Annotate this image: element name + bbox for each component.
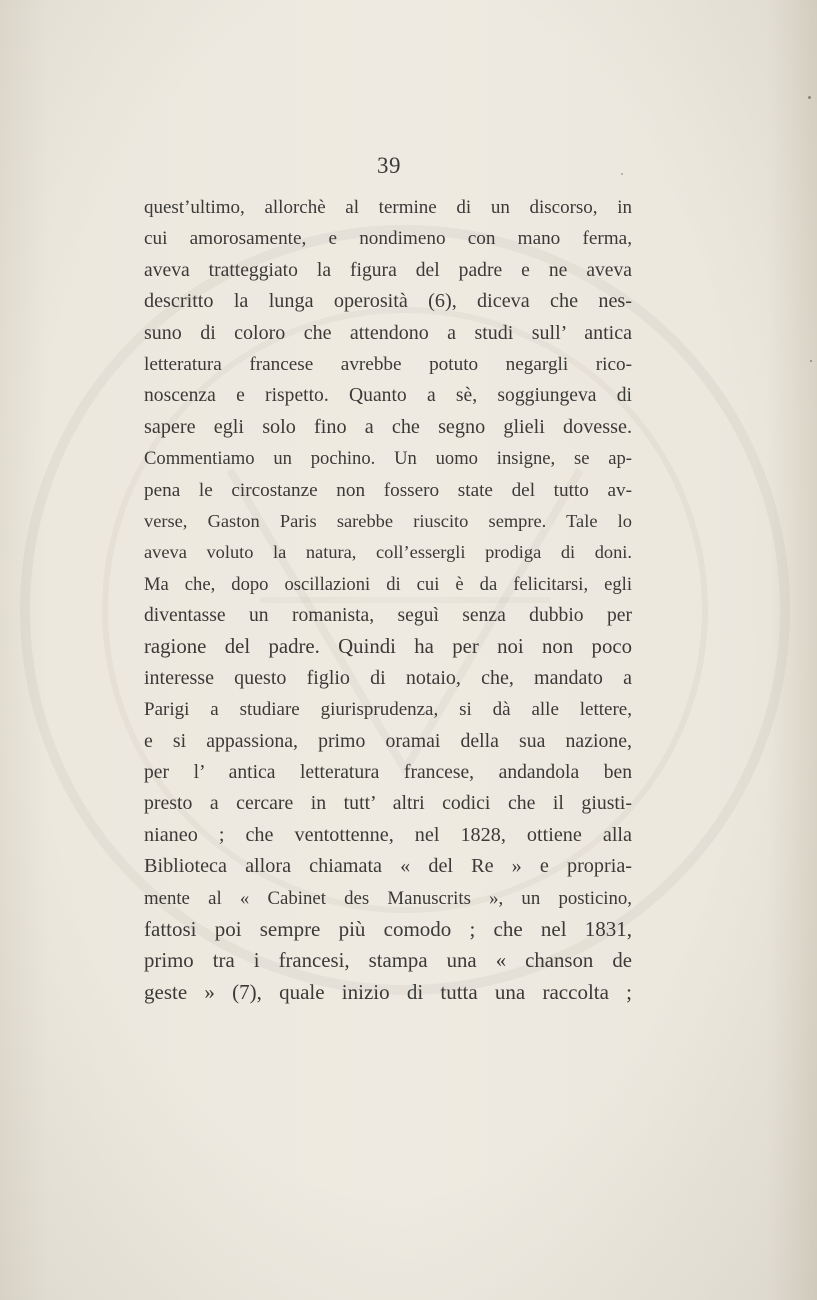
text-line: e si appassiona, primo oramai della sua nazione,: [144, 729, 632, 752]
text-line: noscenza e rispetto. Quanto a sè, soggiungeva di: [144, 385, 632, 407]
text-line: mente al « Cabinet des Manuscrits », un posticino,: [144, 887, 632, 909]
text-line: interesse questo figlio di notaio, che, mandato a: [144, 666, 632, 689]
text-line: quest’ultimo, allorchè al termine di un discorso, in: [144, 197, 632, 218]
text-line: primo tra i francesi, stampa una « chanson de: [144, 949, 632, 973]
text-line: fattosi poi sempre più comodo ; che nel 1831,: [144, 916, 632, 941]
text-line: per l’ antica letteratura francese, andandola ben: [144, 762, 632, 784]
text-line: descritto la lunga operosità (6), diceva che nes-: [144, 290, 632, 313]
text-line: Commentiamo un pochino. Un uomo insigne, se ap-: [144, 448, 632, 470]
paper-speck: [808, 96, 811, 99]
text-line: sapere egli solo fino a che segno glieli dovesse.: [144, 415, 632, 438]
text-line: diventasse un romanista, seguì senza dubbio per: [144, 605, 632, 627]
text-line: Parigi a studiare giurisprudenza, si dà alle lettere,: [144, 699, 632, 721]
text-line: aveva voluto la natura, coll’essergli prodiga di doni.: [144, 542, 632, 563]
text-line: Ma che, dopo oscillazioni di cui è da felicitarsi, egli: [144, 573, 632, 595]
page-number: 39: [377, 153, 401, 178]
text-line: letteratura francese avrebbe potuto negargli rico-: [144, 353, 632, 375]
text-line: aveva tratteggiato la figura del padre e ne aveva: [144, 259, 632, 281]
text-line: pena le circostanze non fossero state del tutto av-: [144, 479, 632, 501]
text-line: geste » (7), quale inizio di tutta una raccolta ;: [144, 979, 632, 1004]
text-line: nianeo ; che ventottenne, nel 1828, ottiene alla: [144, 823, 632, 846]
text-line: suno di coloro che attendono a studi sull’ antica: [144, 321, 632, 344]
text-line: verse, Gaston Paris sarebbe riuscito sempre. Tale lo: [144, 510, 632, 531]
text-line: presto a cercare in tutt’ altri codici che il giusti-: [144, 792, 632, 815]
text-line: Biblioteca allora chiamata « del Re » e propria-: [144, 855, 632, 878]
text-line: ragione del padre. Quindi ha per noi non poco: [144, 635, 632, 659]
body-text: [144, 192, 632, 1008]
paper-speck: [810, 360, 812, 362]
paper-speck: [621, 173, 623, 175]
text-line: cui amorosamente, e nondimeno con mano ferma,: [144, 228, 632, 250]
